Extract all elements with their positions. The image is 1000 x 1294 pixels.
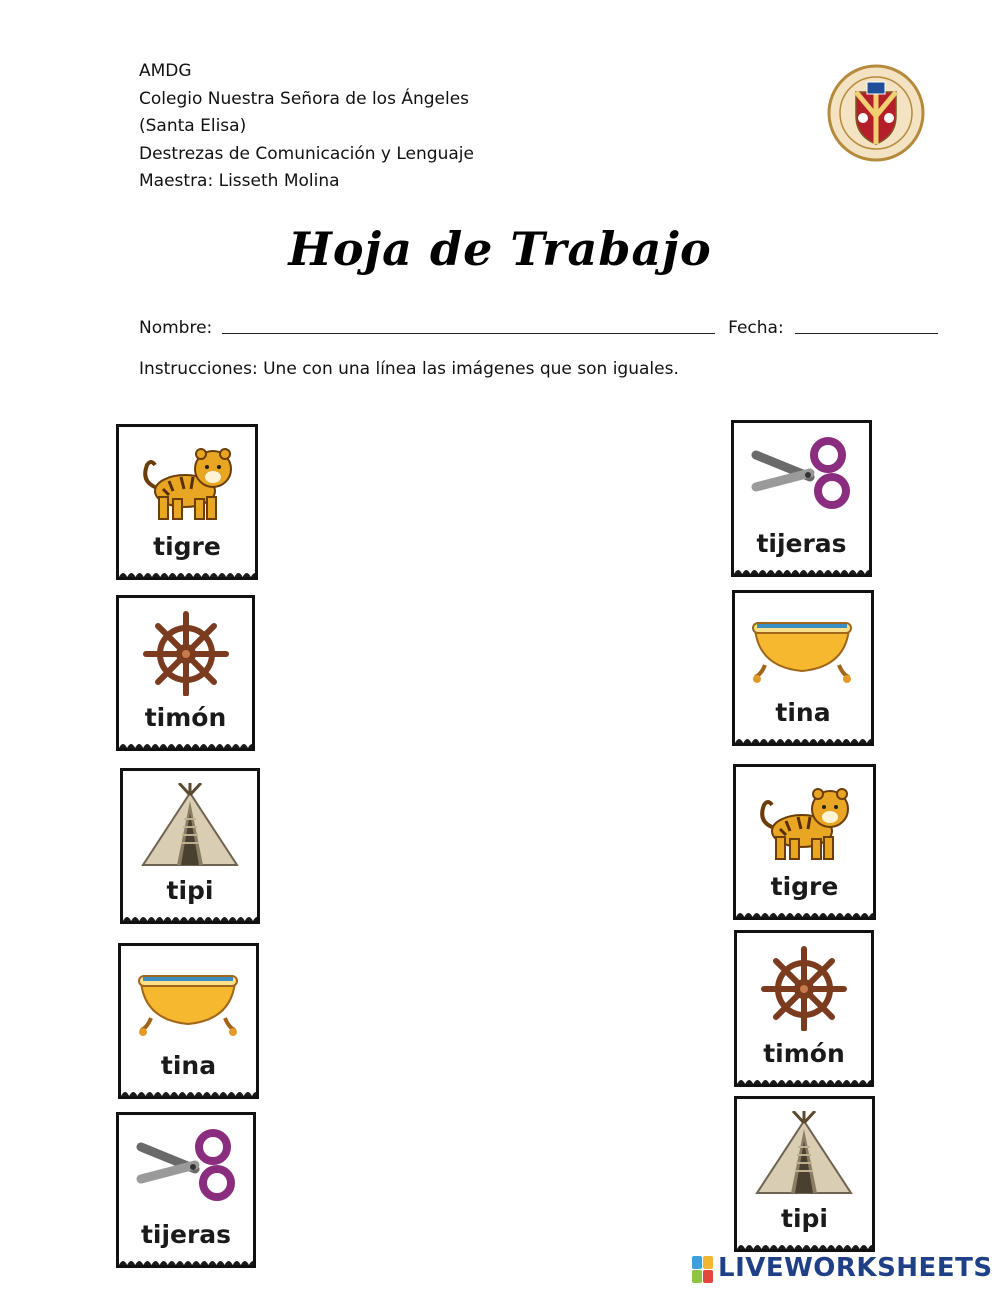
right-card-tijeras[interactable]	[731, 420, 872, 577]
date-field[interactable]	[795, 332, 938, 334]
name-field[interactable]	[222, 332, 715, 334]
card-word: tijeras	[140, 1220, 232, 1249]
card-border-decoration	[736, 908, 873, 917]
liveworksheets-text: LIVEWORKSHEETS	[718, 1253, 993, 1283]
ship-wheel-icon	[751, 945, 857, 1031]
scissors-icon	[748, 435, 854, 521]
card-border-decoration	[735, 734, 871, 743]
right-card-tigre[interactable]	[733, 764, 876, 920]
card-border-decoration	[737, 1240, 872, 1249]
card-border-decoration	[119, 739, 252, 748]
header-line-campus: (Santa Elisa)	[139, 116, 247, 137]
card-border-decoration	[734, 565, 869, 574]
page-title: Hoja de Trabajo	[288, 222, 712, 276]
card-word: tipi	[166, 876, 214, 905]
right-card-tina[interactable]	[732, 590, 874, 746]
card-word: tina	[160, 1051, 217, 1080]
teepee-icon	[751, 1111, 857, 1197]
card-border-decoration	[119, 568, 255, 577]
right-card-timon[interactable]	[734, 930, 874, 1087]
card-border-decoration	[737, 1075, 871, 1084]
header-line-school: Colegio Nuestra Señora de los Ángeles	[139, 88, 470, 109]
card-border-decoration	[119, 1256, 253, 1265]
left-card-tigre[interactable]	[116, 424, 258, 580]
header-line-teacher: Maestra: Lisseth Molina	[139, 171, 340, 192]
name-label: Nombre:	[139, 318, 213, 338]
header-line-amdg: AMDG	[139, 61, 192, 81]
bathtub-icon	[749, 605, 855, 691]
card-border-decoration	[121, 1087, 256, 1096]
card-word: tijeras	[756, 529, 847, 558]
left-card-tina[interactable]	[118, 943, 259, 1099]
tiger-icon	[133, 439, 239, 525]
name-date-row	[139, 318, 938, 338]
left-card-tipi[interactable]	[120, 768, 260, 924]
liveworksheets-logo-icon	[692, 1256, 714, 1284]
right-card-tipi[interactable]	[734, 1096, 875, 1252]
card-word: tipi	[781, 1204, 828, 1233]
liveworksheets-watermark	[692, 1253, 992, 1285]
left-card-timon[interactable]	[116, 595, 255, 751]
date-label: Fecha:	[728, 318, 784, 338]
ship-wheel-icon	[133, 610, 239, 696]
card-word: tina	[775, 698, 831, 727]
card-word: tigre	[770, 872, 839, 901]
header-line-subject: Destrezas de Comunicación y Lenguaje	[139, 143, 474, 164]
card-word: timón	[144, 703, 227, 732]
school-seal-logo	[827, 64, 925, 162]
card-border-decoration	[123, 912, 257, 921]
teepee-icon	[137, 783, 243, 869]
left-card-tijeras[interactable]	[116, 1112, 256, 1268]
instructions-text: Instrucciones: Une con una línea las imágenes que son iguales.	[139, 359, 679, 379]
school-header	[139, 58, 474, 196]
card-word: timón	[763, 1039, 845, 1068]
scissors-icon	[133, 1127, 239, 1213]
tiger-icon	[750, 779, 856, 865]
card-word: tigre	[153, 532, 221, 561]
bathtub-icon	[135, 958, 241, 1044]
